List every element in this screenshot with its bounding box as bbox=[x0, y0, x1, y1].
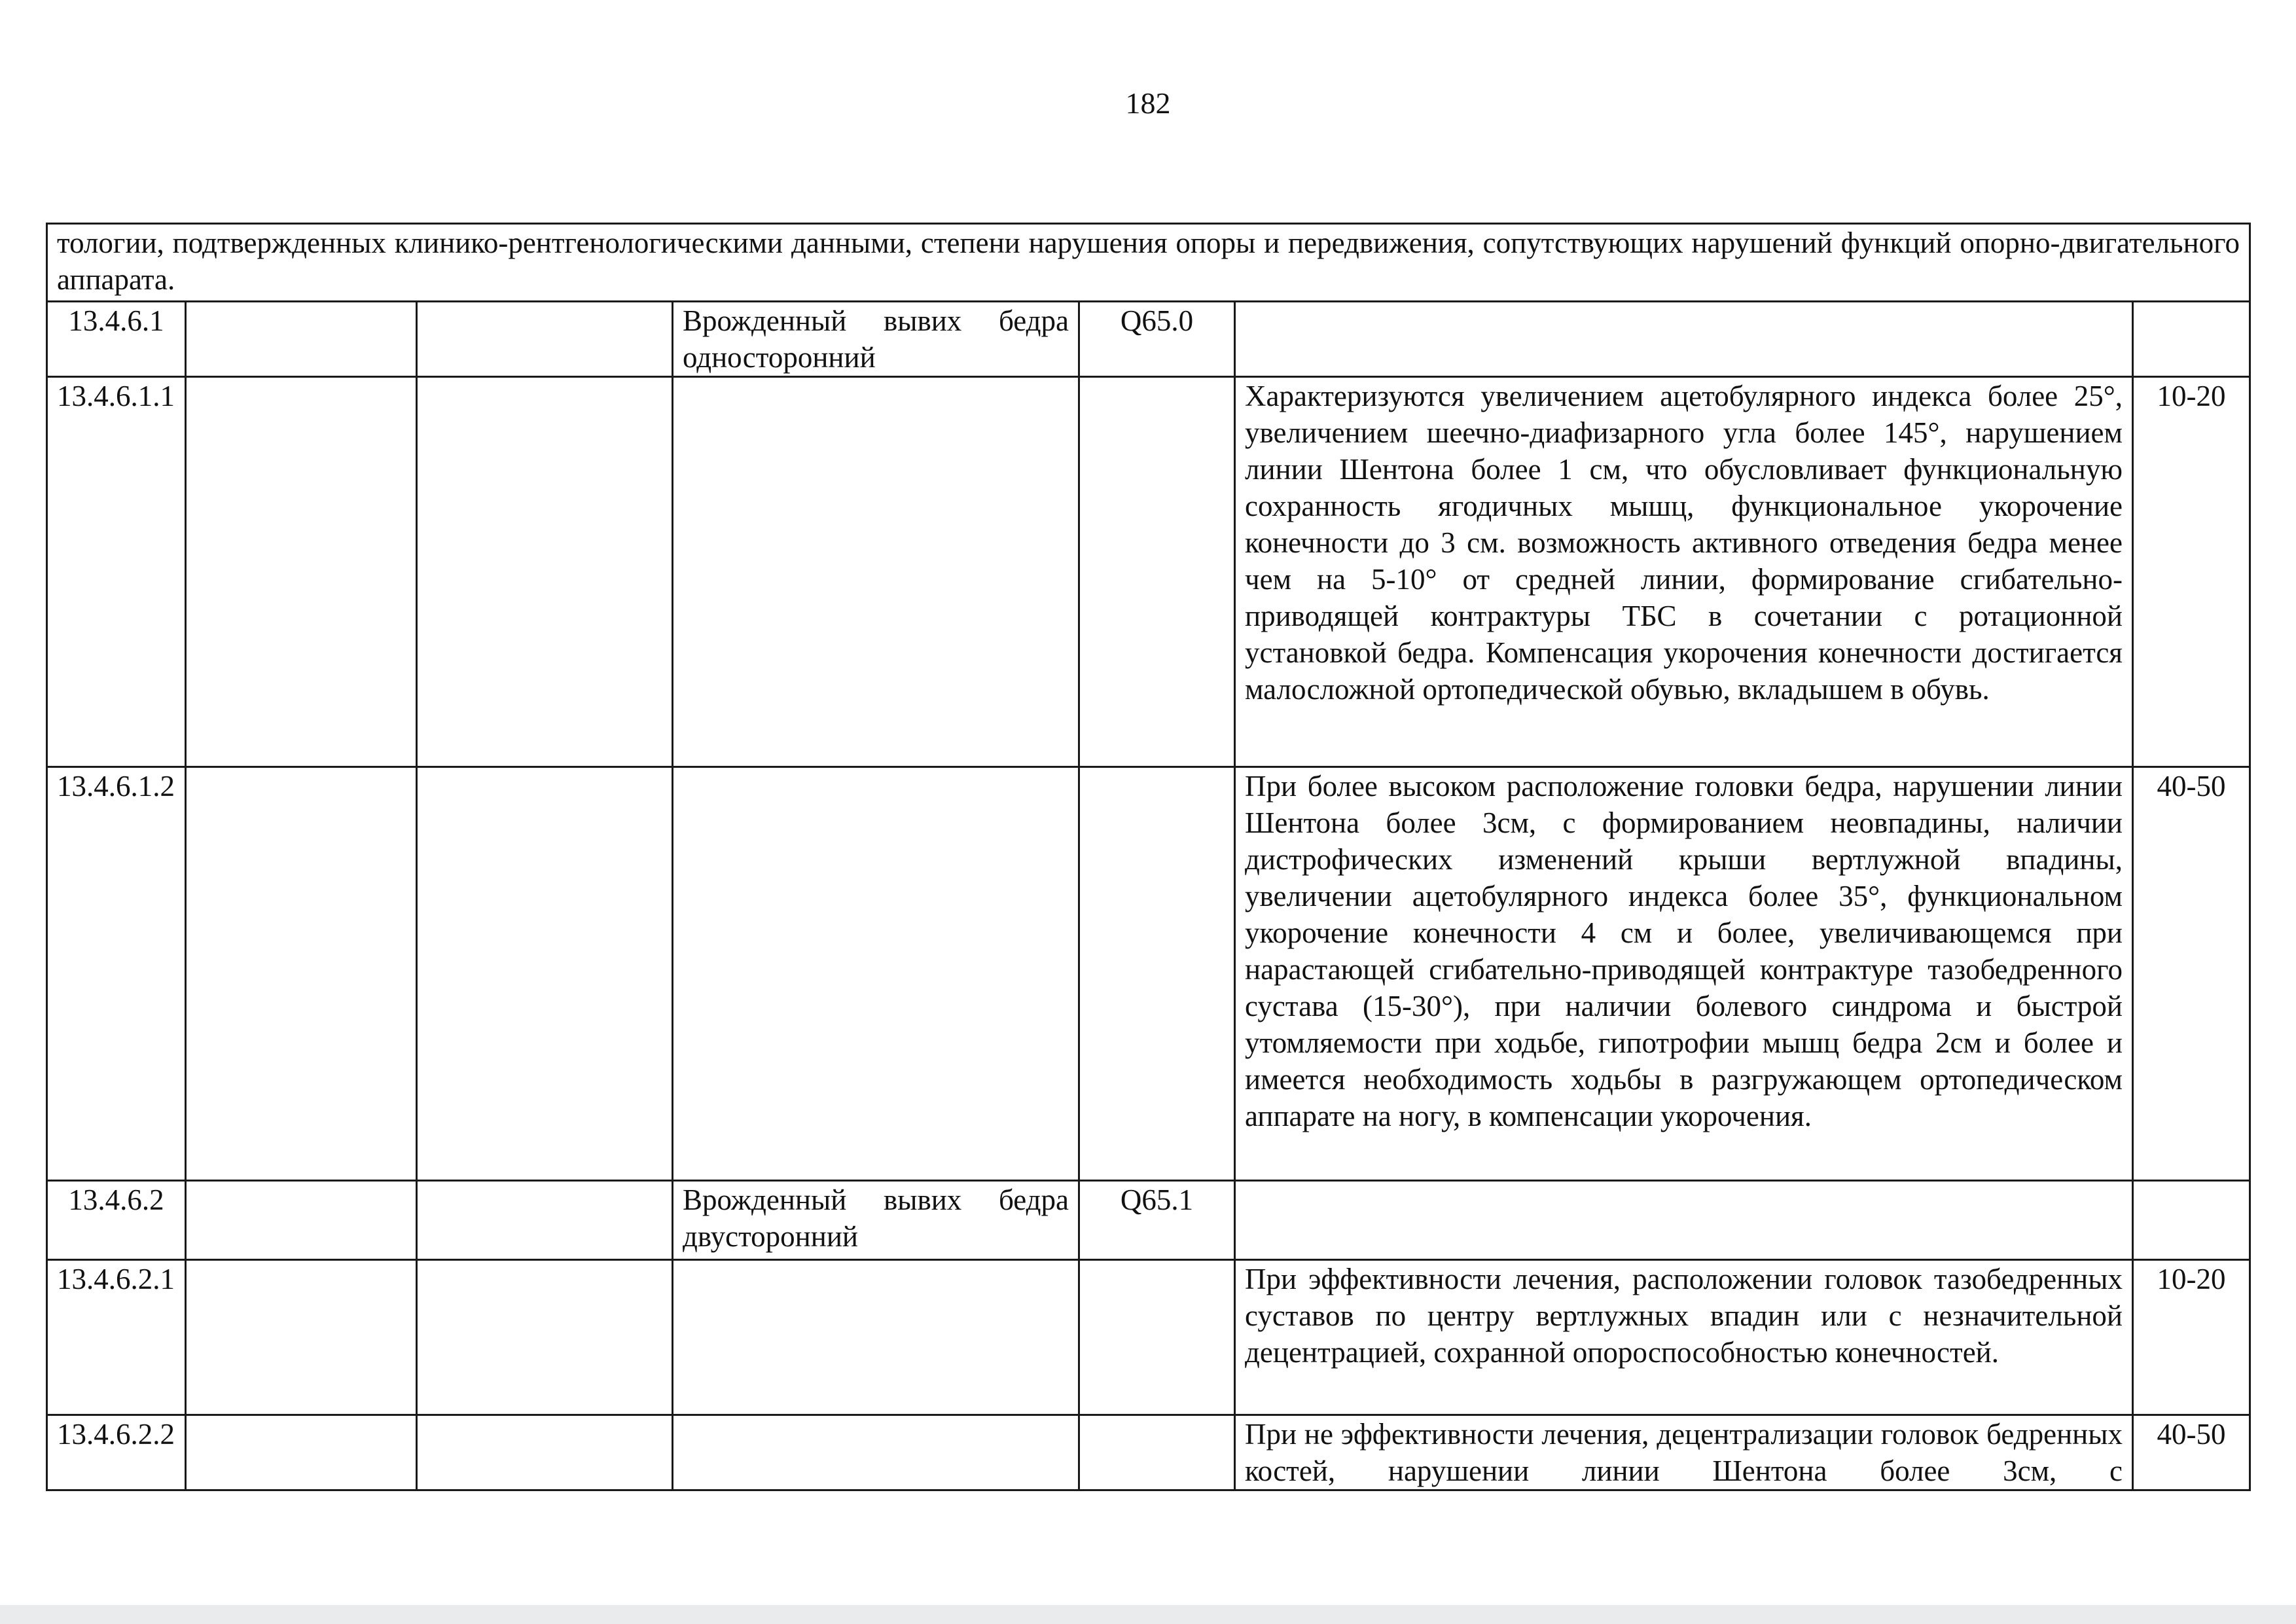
condition-description: При эффективности лечения, расположении головок тазобедренных суставов по центру вертлужных впадин или с незначительной децентрацией, сохранной опороспособностью конечностей. bbox=[1235, 1260, 2133, 1415]
empty-cell bbox=[186, 377, 417, 767]
disability-percent: 10-20 bbox=[2133, 377, 2250, 767]
condition-name: Врожденный вывих бедра односторонний bbox=[673, 302, 1079, 377]
table-row bbox=[47, 377, 2250, 767]
row-code: 13.4.6.1 bbox=[47, 302, 186, 377]
condition-description bbox=[1235, 302, 2133, 377]
disability-percent: 10-20 bbox=[2133, 1260, 2250, 1415]
condition-name bbox=[673, 1260, 1079, 1415]
intro-text: тологии, подтвержденных клинико-рентгенологическими данными, степени нарушения опоры и передвижения, сопутствующих нарушений функций опорно-двигательного аппарата. bbox=[47, 224, 2250, 302]
empty-cell bbox=[417, 767, 673, 1181]
disability-percent bbox=[2133, 1181, 2250, 1260]
intro-row bbox=[47, 224, 2250, 302]
condition-description: При более высоком расположение головки бедра, нарушении линии Шентона более 3см, с формированием неовпадины, наличии дистрофических изменений крыши вертлужной впадины, увеличении ацетобулярного индекса более 35°, функциональном укорочение конечности 4 см и более, увеличивающемся при нарастающей сгибательно-приводящей контрактуре тазобедренного сустава (15-30°), при наличии болевого синдрома и быстрой утомляемости при ходьбе, гипотрофии мышц бедра 2см и более и имеется необходимость ходьбы в разгружающем ортопедическом аппарате на ногу, в компенсации укорочения. bbox=[1235, 767, 2133, 1181]
empty-cell bbox=[417, 1415, 673, 1490]
condition-description: При не эффективности лечения, децентрализации головок бедренных костей, нарушении линии Шентона более 3см, с bbox=[1235, 1415, 2133, 1490]
condition-name bbox=[673, 767, 1079, 1181]
disability-percent: 40-50 bbox=[2133, 1415, 2250, 1490]
row-code: 13.4.6.2.2 bbox=[47, 1415, 186, 1490]
icd-code bbox=[1079, 377, 1235, 767]
row-code: 13.4.6.1.2 bbox=[47, 767, 186, 1181]
icd-code: Q65.1 bbox=[1079, 1181, 1235, 1260]
empty-cell bbox=[417, 377, 673, 767]
condition-description bbox=[1235, 1181, 2133, 1260]
empty-cell bbox=[186, 1260, 417, 1415]
empty-cell bbox=[417, 1181, 673, 1260]
disability-percent bbox=[2133, 302, 2250, 377]
row-code: 13.4.6.2 bbox=[47, 1181, 186, 1260]
icd-code: Q65.0 bbox=[1079, 302, 1235, 377]
table-row bbox=[47, 1181, 2250, 1260]
row-code: 13.4.6.1.1 bbox=[47, 377, 186, 767]
table-row bbox=[47, 302, 2250, 377]
table-row bbox=[47, 1260, 2250, 1415]
empty-cell bbox=[417, 1260, 673, 1415]
row-code: 13.4.6.2.1 bbox=[47, 1260, 186, 1415]
disability-percent: 40-50 bbox=[2133, 767, 2250, 1181]
empty-cell bbox=[186, 302, 417, 377]
condition-name bbox=[673, 377, 1079, 767]
empty-cell bbox=[417, 302, 673, 377]
scan-bottom-edge bbox=[0, 1605, 2296, 1624]
empty-cell bbox=[186, 1415, 417, 1490]
table-row bbox=[47, 1415, 2250, 1490]
disability-criteria-table bbox=[46, 223, 2251, 1491]
condition-name: Врожденный вывих бедра двусторонний bbox=[673, 1181, 1079, 1260]
icd-code bbox=[1079, 1415, 1235, 1490]
empty-cell bbox=[186, 767, 417, 1181]
condition-description: Характеризуются увеличением ацетобулярного индекса более 25°, увеличением шеечно-диафизарного угла более 145°, нарушением линии Шентона более 1 см, что обусловливает функциональную сохранность ягодичных мышц, функциональное укорочение конечности до 3 см. возможность активного отведения бедра менее чем на 5-10° от средней линии, формирование сгибательно-приводящей контрактуры ТБС в сочетании с ротационной установкой бедра. Компенсация укорочения конечности достигается малосложной ортопедической обувью, вкладышем в обувь. bbox=[1235, 377, 2133, 767]
icd-code bbox=[1079, 767, 1235, 1181]
empty-cell bbox=[186, 1181, 417, 1260]
page-number: 182 bbox=[1125, 86, 1171, 120]
table-row bbox=[47, 767, 2250, 1181]
condition-name bbox=[673, 1415, 1079, 1490]
icd-code bbox=[1079, 1260, 1235, 1415]
